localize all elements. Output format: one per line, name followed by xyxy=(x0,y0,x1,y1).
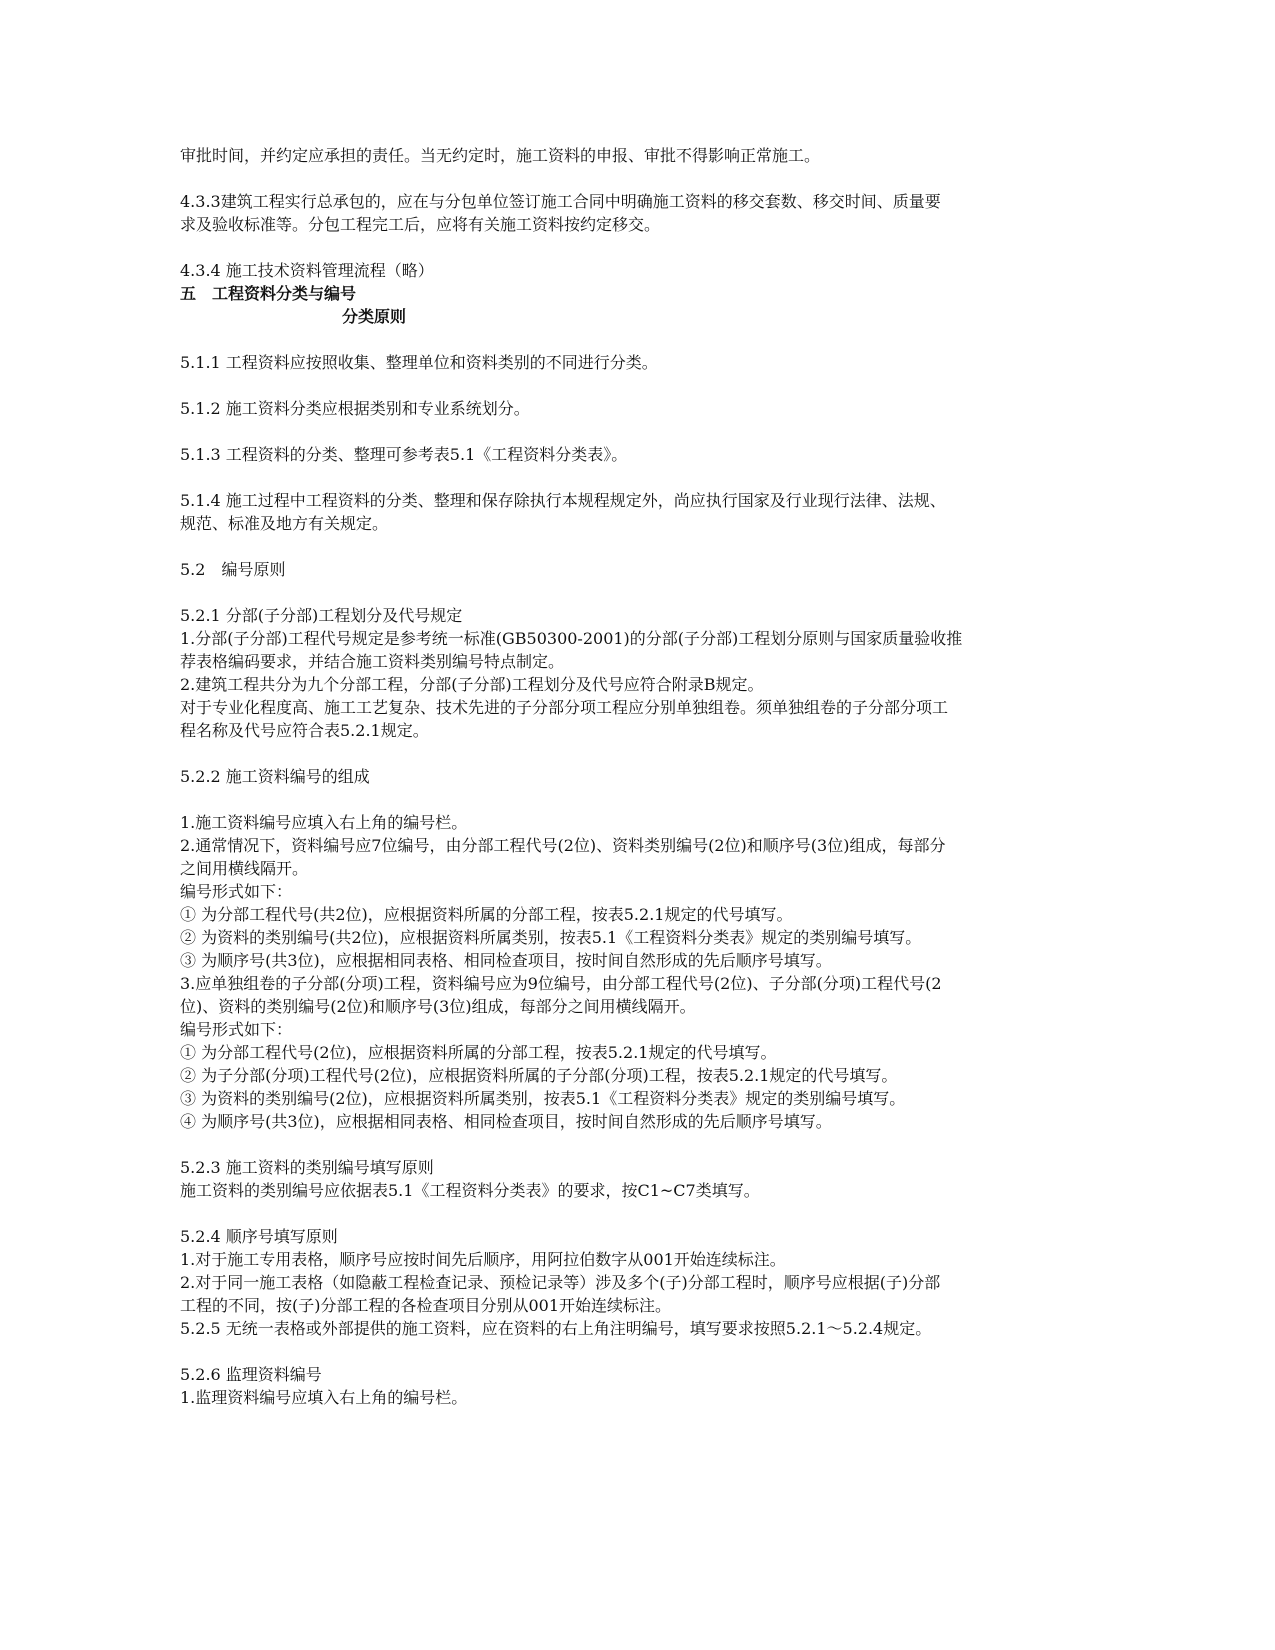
text-line: ③ 为顺序号(共3位)，应根据相同表格、相同检查项目，按时间自然形成的先后顺序号填写。 xyxy=(180,951,832,970)
text-line: 编号形式如下： xyxy=(180,882,293,901)
text-line: 3.应单独组卷的子分部(分项)工程，资料编号应为9位编号，由分部工程代号(2位)、子分部(分项)工程代号(2 xyxy=(180,974,942,993)
text-line: ④ 为顺序号(共3位)，应根据相同表格、相同检查项目，按时间自然形成的先后顺序号填写。 xyxy=(180,1112,832,1131)
text-line: 荐表格编码要求，并结合施工资料类别编号特点制定。 xyxy=(180,652,565,671)
text-line: 1.对于施工专用表格，顺序号应按时间先后顺序，用阿拉伯数字从001开始连续标注。 xyxy=(180,1250,786,1269)
clause-5-2-heading: 5.2 编号原则 xyxy=(180,560,286,579)
text-line: 程名称及代号应符合表5.2.1规定。 xyxy=(180,721,429,740)
clause-5-1-1: 5.1.1 工程资料应按照收集、整理单位和资料类别的不同进行分类。 xyxy=(180,353,658,372)
clause-5-2-2-title: 5.2.2 施工资料编号的组成 xyxy=(180,767,370,786)
clause-5-2-1-title: 5.2.1 分部(子分部)工程划分及代号规定 xyxy=(180,606,463,625)
text-line: 施工资料的类别编号应依据表5.1《工程资料分类表》的要求，按C1~C7类填写。 xyxy=(180,1181,760,1200)
text-line: ① 为分部工程代号(2位)，应根据资料所属的分部工程，按表5.2.1规定的代号填写。 xyxy=(180,1043,777,1062)
section-heading: 五 工程资料分类与编号 xyxy=(180,284,357,303)
text-line: 审批时间，并约定应承担的责任。当无约定时，施工资料的申报、审批不得影响正常施工。 xyxy=(180,146,821,165)
clause-5-1-2: 5.1.2 施工资料分类应根据类别和专业系统划分。 xyxy=(180,399,530,418)
text-line: 4.3.3建筑工程实行总承包的，应在与分包单位签订施工合同中明确施工资料的移交套数、移交时间、质量要 xyxy=(180,192,941,211)
text-line: 位)、资料的类别编号(2位)和顺序号(3位)组成，每部分之间用横线隔开。 xyxy=(180,997,696,1016)
text-line: ② 为资料的类别编号(共2位)，应根据资料所属类别，按表5.1《工程资料分类表》规定的类别编号填写。 xyxy=(180,928,922,947)
text-line: 4.3.4 施工技术资料管理流程（略） xyxy=(180,261,434,280)
text-line: 求及验收标准等。分包工程完工后，应将有关施工资料按约定移交。 xyxy=(180,215,661,234)
clause-5-2-4-title: 5.2.4 顺序号填写原则 xyxy=(180,1227,338,1246)
text-line: ① 为分部工程代号(共2位)，应根据资料所属的分部工程，按表5.2.1规定的代号填写。 xyxy=(180,905,793,924)
clause-5-2-5: 5.2.5 无统一表格或外部提供的施工资料，应在资料的右上角注明编号，填写要求按照5.2.1～5.2.4规定。 xyxy=(180,1319,932,1338)
text-line: 之间用横线隔开。 xyxy=(180,859,309,878)
text-line: 对于专业化程度高、施工工艺复杂、技术先进的子分部分项工程应分别单独组卷。须单独组卷的子分部分项工 xyxy=(180,698,949,717)
text-line: ③ 为资料的类别编号(2位)，应根据资料所属类别，按表5.1《工程资料分类表》规定的类别编号填写。 xyxy=(180,1089,906,1108)
clause-5-2-3-title: 5.2.3 施工资料的类别编号填写原则 xyxy=(180,1158,434,1177)
subsection-heading: 分类原则 xyxy=(342,307,407,326)
text-line: 2.通常情况下，资料编号应7位编号，由分部工程代号(2位)、资料类别编号(2位)和顺序号(3位)组成，每部分 xyxy=(180,836,946,855)
text-line: 1.监理资料编号应填入右上角的编号栏。 xyxy=(180,1388,468,1407)
document-page xyxy=(180,144,1060,1409)
clause-5-1-3: 5.1.3 工程资料的分类、整理可参考表5.1《工程资料分类表》。 xyxy=(180,445,628,464)
text-line: 编号形式如下： xyxy=(180,1020,293,1039)
text-line: 工程的不同，按(子)分部工程的各检查项目分别从001开始连续标注。 xyxy=(180,1296,672,1315)
text-line: 2.对于同一施工表格（如隐蔽工程检查记录、预检记录等）涉及多个(子)分部工程时，顺序号应根据(子)分部 xyxy=(180,1273,941,1292)
clause-5-2-6-title: 5.2.6 监理资料编号 xyxy=(180,1365,322,1384)
text-line: 1.分部(子分部)工程代号规定是参考统一标准(GB50300-2001)的分部(子分部)工程划分原则与国家质量验收推 xyxy=(180,629,963,648)
text-line: ② 为子分部(分项)工程代号(2位)，应根据资料所属的子分部(分项)工程，按表5.2.1规定的代号填写。 xyxy=(180,1066,898,1085)
text-line: 1.施工资料编号应填入右上角的编号栏。 xyxy=(180,813,468,832)
clause-5-1-4: 5.1.4 施工过程中工程资料的分类、整理和保存除执行本规程规定外，尚应执行国家及行业现行法律、法规、 xyxy=(180,491,946,510)
text-line: 规范、标准及地方有关规定。 xyxy=(180,514,389,533)
text-line: 2.建筑工程共分为九个分部工程，分部(子分部)工程划分及代号应符合附录B规定。 xyxy=(180,675,764,694)
